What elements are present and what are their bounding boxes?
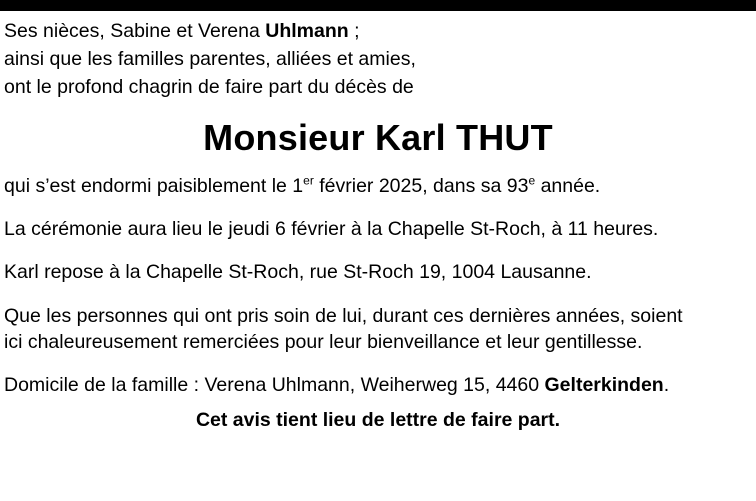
repose-line: Karl repose à la Chapelle St-Roch, rue St-Roch 19, 1004 Lausanne. bbox=[4, 261, 592, 283]
intro-line-1-prefix: Ses nièces, Sabine et Verena bbox=[4, 20, 266, 42]
top-black-bar bbox=[0, 0, 756, 11]
death-date-ordinal-2: e bbox=[528, 173, 536, 188]
thanks-line-1: Que les personnes qui ont pris soin de lui, durant ces dernières années, soient bbox=[4, 305, 683, 327]
intro-line-1 bbox=[4, 19, 752, 44]
death-date-middle: février 2025, dans sa 93 bbox=[313, 175, 529, 197]
domicile-prefix: Domicile de la famille : Verena Uhlmann, Weiherweg 15, 4460 bbox=[4, 374, 545, 396]
domicile-line bbox=[4, 373, 752, 398]
intro-block bbox=[4, 19, 752, 100]
domicile-city: Gelterkinden bbox=[544, 374, 664, 396]
intro-line-3: ont le profond chagrin de faire part du décès de bbox=[4, 76, 414, 98]
notice-content bbox=[0, 11, 756, 433]
ceremony-line: La cérémonie aura lieu le jeudi 6 février à la Chapelle St-Roch, à 11 heures. bbox=[4, 218, 659, 240]
death-date-prefix: qui s’est endormi paisiblement le 1 bbox=[4, 175, 304, 197]
death-date-line bbox=[4, 174, 752, 199]
closing-line: Cet avis tient lieu de lettre de faire part. bbox=[195, 409, 561, 431]
thanks-block bbox=[4, 303, 752, 355]
deceased-name: Monsieur Karl THUT bbox=[203, 117, 553, 158]
thanks-line-2: ici chaleureusement remerciées pour leur bienveillance et leur gentillesse. bbox=[4, 331, 643, 353]
intro-line-1-surname: Uhlmann bbox=[265, 20, 349, 42]
intro-line-2: ainsi que les familles parentes, alliées et amies, bbox=[4, 48, 416, 70]
death-date-suffix: année. bbox=[535, 175, 601, 197]
death-date-ordinal-1: er bbox=[303, 173, 314, 188]
domicile-suffix: . bbox=[663, 374, 670, 396]
intro-line-1-suffix: ; bbox=[348, 20, 360, 42]
